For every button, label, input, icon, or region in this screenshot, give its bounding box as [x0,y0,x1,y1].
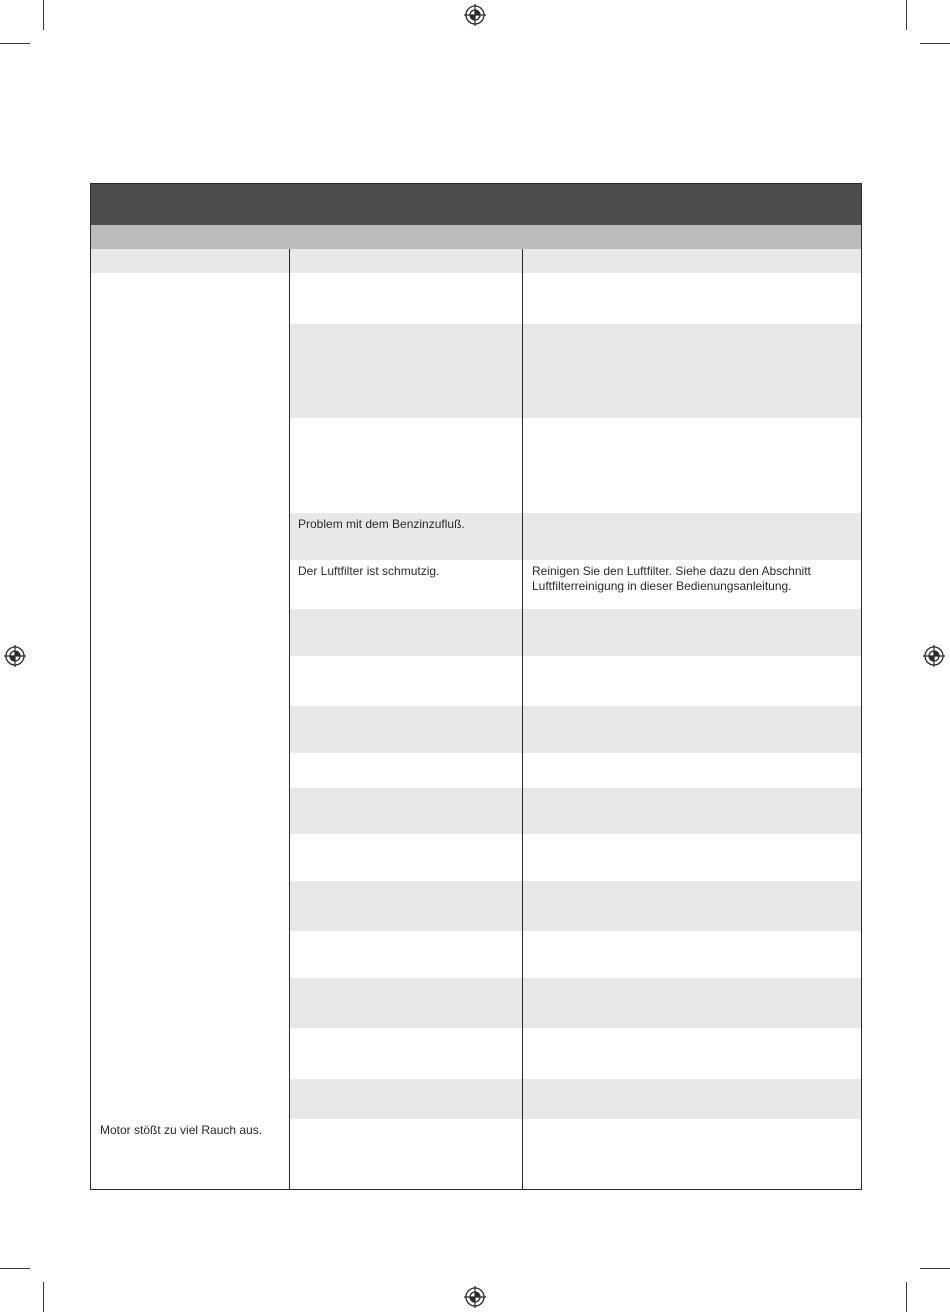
registration-mark-right-icon [923,645,945,667]
table-row [289,753,861,788]
table-row [289,706,861,753]
crop-mark-top-left-v [43,0,44,30]
registration-mark-bottom-icon [464,1286,486,1308]
table-row [289,788,861,834]
registration-mark-top-icon [464,4,486,26]
registration-mark-left-icon [4,645,26,667]
column-header-cause [290,249,522,273]
cause-cell: Der Luftfilter ist schmutzig. [298,564,440,578]
solution-cell: Reinigen Sie den Luftfilter. Siehe dazu den Abschnitt Luftfilterreinigung in dieser Bedienungsanleitung. [532,564,811,593]
table-row [289,513,861,560]
crop-mark-top-right-v [906,0,907,30]
table-subheader-bar [91,225,861,249]
table-row [289,1079,861,1119]
crop-mark-bottom-left-h [0,1268,30,1269]
table-row [289,418,861,513]
crop-mark-bottom-right-h [920,1268,950,1269]
crop-mark-bottom-left-v [43,1282,44,1312]
column-header-problem [91,249,289,273]
table-row [289,273,861,324]
table-row [289,1119,861,1189]
table-title-bar [91,184,861,225]
table-row [289,324,861,418]
column-divider-2 [522,249,523,1189]
column-divider-1 [289,249,290,1189]
table-row [289,656,861,706]
column-header-solution [523,249,861,273]
table-row [289,931,861,978]
crop-mark-top-left-h [0,43,30,44]
troubleshooting-table [90,183,862,1190]
table-row [289,1028,861,1079]
crop-mark-bottom-right-v [906,1282,907,1312]
crop-mark-top-right-h [920,43,950,44]
table-row [289,881,861,931]
table-row [289,834,861,881]
table-row [289,560,861,609]
table-row [289,978,861,1028]
problem-cell-smoke: Motor stößt zu viel Rauch aus. [100,1123,263,1137]
cause-cell: Problem mit dem Benzinzufluß. [298,517,465,531]
table-row [289,609,861,656]
